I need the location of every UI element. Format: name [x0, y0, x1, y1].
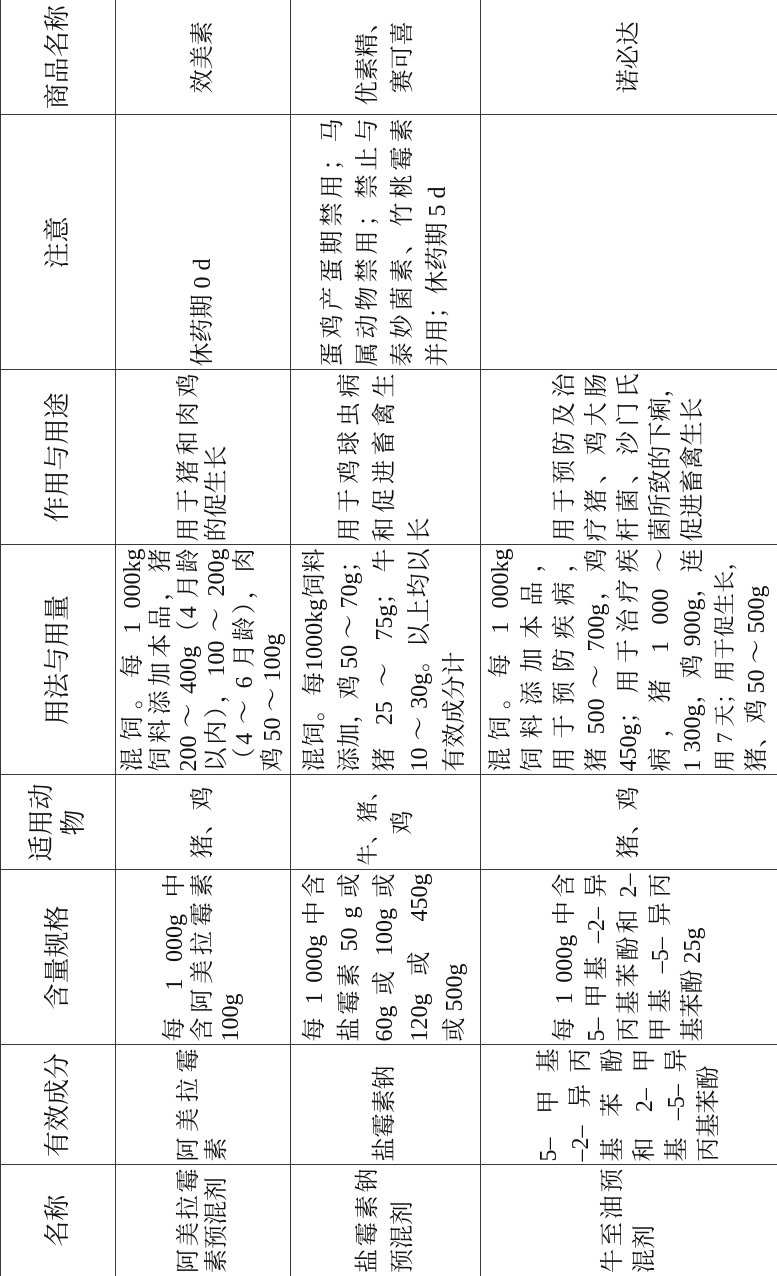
cell-line: 用于预防疾病， — [552, 548, 578, 772]
cell-line: 饲料添加本品，猪 — [148, 548, 174, 772]
cell-line: 猪、鸡 — [190, 786, 216, 859]
cell-line: 5– 甲基 — [536, 1048, 562, 1162]
cell-line: 450g；用于治疗疾 — [616, 548, 642, 772]
cell-line: 用于鸡球虫病 — [337, 373, 363, 542]
cell-active-ingredient — [116, 1045, 291, 1165]
cell-line: 混饲。每1000kg饲料 — [302, 548, 328, 772]
cell-line: 100g — [218, 993, 244, 1042]
cell-dosage — [116, 545, 291, 775]
cell-line: 盐霉素钠 — [354, 1168, 381, 1273]
cell-line: 鸡 50 ～ 100g — [260, 633, 286, 772]
cell-line: 基 –5– 异 — [664, 1048, 690, 1162]
cell-line: 杆菌、沙门氏 — [616, 373, 642, 542]
cell-line: 优素精、 — [354, 9, 381, 106]
cell-line: 和 2– 甲 — [632, 1048, 658, 1162]
cell-line: 混饲。每 1 000kg — [488, 548, 514, 772]
cell-line: 促进畜禽生长 — [680, 397, 706, 542]
cell-line: 10 ～ 30g。以上均以 — [407, 548, 433, 772]
cell-line: 丙基苯酚 — [696, 1065, 722, 1162]
header-row — [1, 0, 116, 1276]
cell-line: –2– 异丙 — [568, 1048, 594, 1162]
cell-name — [116, 1165, 291, 1276]
header-precautions: 注意 — [1, 115, 116, 370]
cell-line: 用 7 天；用于促生长， — [713, 548, 737, 772]
header-dosage: 用法与用量 — [1, 545, 116, 775]
cell-trade-name — [116, 0, 291, 115]
table-header — [1, 0, 116, 1276]
cell-precautions — [116, 115, 291, 370]
cell-line: 效美素 — [190, 21, 216, 94]
cell-line: 每 1 000g 中 — [162, 873, 188, 1042]
cell-line: 猪、鸡 — [616, 786, 642, 859]
cell-line: 甲基 –5– 异丙 — [648, 873, 674, 1042]
cell-line: 5– 甲基 –2– 异 — [584, 873, 610, 1042]
cell-line: 盐霉素钠 — [372, 1065, 398, 1162]
cell-line: 素 — [204, 1137, 230, 1162]
cell-line: 含阿美拉霉素 — [190, 873, 216, 1042]
cell-indications — [116, 370, 291, 545]
cell-line: 猪 500 ～ 700g，鸡 — [584, 548, 610, 772]
cell-precautions — [481, 115, 777, 370]
header-trade-name: 商品名称 — [1, 0, 116, 115]
cell-line: 有效成分计 — [442, 651, 468, 772]
cell-active-ingredient — [291, 1045, 481, 1165]
table-body — [116, 0, 777, 1276]
header-indications: 作用与用途 — [1, 370, 116, 545]
cell-line: 阿美拉霉 — [176, 1048, 202, 1162]
table-row — [116, 0, 291, 1276]
cell-line: 诺必达 — [616, 21, 642, 94]
table-row — [481, 0, 777, 1276]
cell-active-ingredient — [481, 1045, 777, 1165]
cell-target-animals — [116, 775, 291, 870]
header-content-spec: 含量规格 — [1, 870, 116, 1045]
cell-line: 属动物禁用；禁止与 — [354, 118, 381, 367]
cell-line: 120g 或 450g — [407, 873, 433, 1042]
cell-indications — [481, 370, 777, 545]
cell-line: （4 ～ 6 月龄），肉 — [232, 548, 258, 772]
cell-name — [291, 1165, 481, 1276]
cell-trade-name — [481, 0, 777, 115]
cell-line: 用于预防及治 — [552, 373, 578, 542]
table-row — [291, 0, 481, 1276]
cell-line: 鸡 — [389, 810, 416, 835]
cell-line: 基苯酚 25g — [680, 927, 706, 1042]
cell-line: 休药期 0 d — [190, 258, 216, 367]
cell-line: 疗猪、鸡大肠 — [584, 373, 610, 542]
cell-line: 蛋鸡产蛋期禁用；马 — [319, 118, 346, 367]
cell-line: 泰妙菌素、竹桃霉素 — [389, 118, 416, 367]
cell-content-spec — [116, 870, 291, 1045]
cell-line: 阿美拉霉 — [176, 1168, 202, 1273]
cell-line: 猪、鸡 50 ～ 500g — [744, 585, 770, 772]
cell-line: 猪 25 ～ 75g；牛 — [372, 548, 398, 772]
cell-trade-name — [291, 0, 481, 115]
cell-line: 菌所致的下痢， — [648, 373, 674, 542]
cell-line: 1 300g，鸡 900g，连 — [680, 548, 706, 772]
cell-precautions — [291, 115, 481, 370]
cell-line: 并用；休药期 5 d — [424, 186, 451, 367]
cell-content-spec — [291, 870, 481, 1045]
cell-indications — [291, 370, 481, 545]
cell-line: 牛至油预 — [600, 1168, 626, 1273]
cell-line: 200 ～ 400g（4 月龄 — [176, 548, 202, 772]
header-target-animals: 适用动物 — [1, 775, 116, 870]
cell-line: 添加，鸡 50 ～ 70g； — [337, 548, 363, 772]
cell-dosage — [291, 545, 481, 775]
cell-line: 混饲。每 1 000kg — [120, 548, 146, 772]
cell-line: 牛、猪、 — [355, 779, 380, 866]
cell-line: 丙基苯酚和 2– — [616, 873, 642, 1042]
cell-name — [481, 1165, 777, 1276]
cell-line: 和促进畜禽生 — [372, 373, 398, 542]
header-name: 名称 — [1, 1165, 116, 1276]
cell-line: 每 1 000g 中含 — [302, 873, 328, 1042]
cell-line: 用于猪和肉鸡 — [176, 373, 202, 542]
cell-target-animals — [481, 775, 777, 870]
cell-line: 或 500g — [442, 963, 468, 1042]
cell-target-animals — [291, 775, 481, 870]
cell-line: 基苯酚 — [600, 1048, 626, 1162]
header-active-ingredient: 有效成分 — [1, 1045, 116, 1165]
cell-line: 赛可喜 — [389, 21, 416, 94]
cell-line: 预混剂 — [389, 1201, 416, 1273]
cell-line: 每 1 000g 中含 — [552, 873, 578, 1042]
cell-line: 混剂 — [632, 1225, 658, 1273]
cell-line: 盐霉素 50 g 或 — [337, 873, 363, 1042]
cell-line: 病，猪 1 000 ～ — [648, 548, 674, 772]
cell-line: 素预混剂 — [204, 1177, 230, 1273]
cell-line: 长 — [407, 517, 433, 542]
cell-content-spec — [481, 870, 777, 1045]
cell-dosage — [481, 545, 777, 775]
cell-line: 60g 或 100g 或 — [372, 873, 398, 1042]
cell-line: 的促生长 — [204, 445, 230, 542]
cell-line: 以内），100 ～ 200g — [204, 548, 230, 772]
cell-line: 饲料添加本品， — [520, 548, 546, 772]
